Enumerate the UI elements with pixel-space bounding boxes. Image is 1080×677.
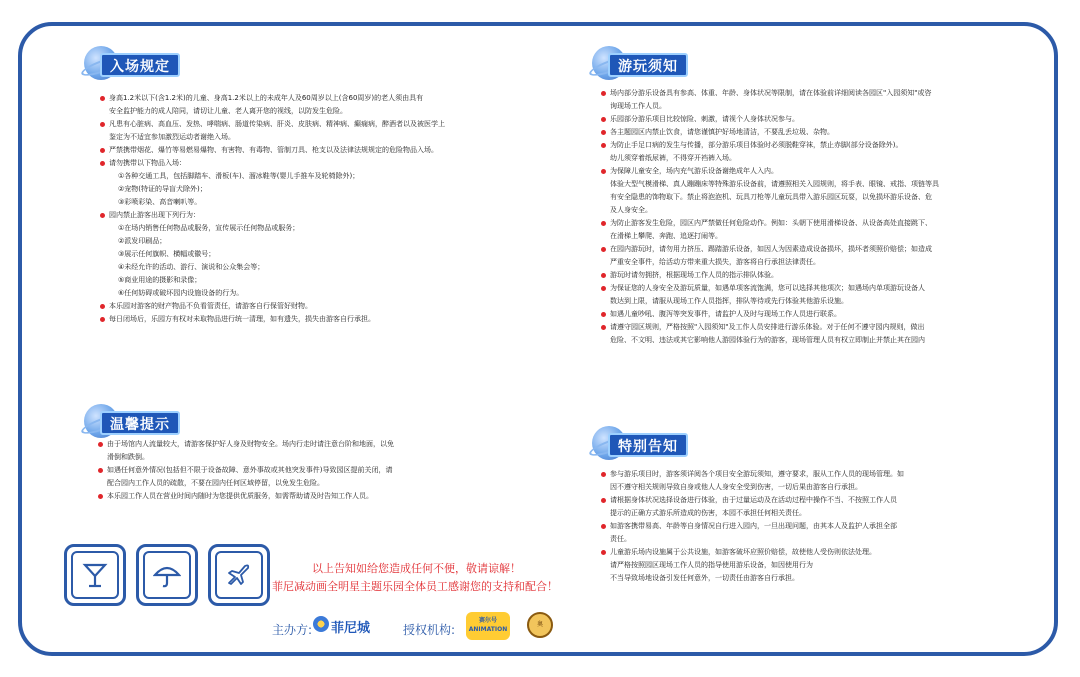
- entry-rule-line: 每日闭场后，乐园方有权对未取物品进行统一清理，如有遗失，损失由游客自行承担。: [100, 313, 445, 326]
- note-line: 场内部分游乐设备具有参高、体重、年龄、身体状况等限制，请在体验前详细阅读各园区"入园须知"或咨: [601, 87, 939, 100]
- mascot-logo: [313, 616, 329, 632]
- organizer-label: 主办方:: [272, 623, 313, 637]
- no-flight-icon: [208, 544, 270, 606]
- license-label: 授权机构:: [403, 623, 456, 637]
- note-line: 在园内游玩时，请勿用力挤压、踢踏游乐设备，如因人为因素造成设备损坏，损坏者须照价赔偿；如造成: [601, 243, 939, 256]
- special-line: 责任。: [610, 535, 631, 543]
- no-umbrella-icon: [136, 544, 198, 606]
- section-title-notes: 游玩须知: [608, 53, 688, 77]
- special-line: 提示的正确方式游乐所造成的伤害，本园不承担任何相关责任。: [610, 509, 806, 517]
- section-title-special: 特别告知: [608, 433, 688, 457]
- note-line: 数达到上限，请服从现场工作人员指挥，排队等待或先行体验其他游乐设施。: [610, 297, 848, 305]
- special-line: 请严格按照园区现场工作人员的指导使用游乐设备，如因使用行为: [610, 561, 813, 569]
- note-line: 为保障儿童安全，场内充气游乐设备谢绝成年人入内。: [601, 165, 939, 178]
- special-line: 参与游乐项目时，游客须详阅各个项目安全游玩须知，遵守要求，服从工作人员的现场管理。如: [601, 468, 904, 481]
- special-line: 不当导致场地设备引发任何意外，一切责任由游客自行承担。: [610, 574, 799, 582]
- entry-rule-line: 身高1.2米以下(含1.2米)的儿童、身高1.2米以上的未成年人及60周岁以上(含60周岁)的老人须由具有: [100, 92, 445, 105]
- tip-line: 如遇任何意外情况(包括但不限于设备故障、意外事故或其他突发事件)导致园区提前关闭，请: [98, 464, 394, 477]
- section-title-entry: 入场规定: [100, 53, 180, 77]
- entry-rule-line: 鉴定为不适宜参加激烈运动者谢绝入场。: [109, 133, 235, 141]
- section-title-tips: 温馨提示: [100, 411, 180, 435]
- note-line: 询现场工作人员。: [610, 102, 666, 110]
- entry-rule-line: ⑥任何妨碍或破坏园内设施设备的行为。: [118, 289, 244, 297]
- special-line: 儿童游乐场内设施属于公共设施，如游客破坏应照价赔偿，故使他人受伤则依法处理。: [601, 546, 904, 559]
- badge-logo: 奥: [527, 612, 553, 638]
- note-line: 为保证您的人身安全及游玩质量，如遇单项客流饱满，您可以选择其他项次；如遇场内单项游玩设备人: [601, 282, 939, 295]
- special-line: 请根据身体状况选择设备进行体验，由于过量运动及在活动过程中操作不当、不按照工作人员: [601, 494, 904, 507]
- tips-list: [98, 438, 394, 503]
- note-line: 危险、不文明、违法或其它影响他人游园体验行为的游客，现场管理人员有权立即制止并禁止其在园内: [610, 336, 925, 344]
- tip-line: 滑倒和跌倒。: [107, 453, 149, 461]
- tip-line: 配合园内工作人员的疏散，不要在园内任何区域停留，以免发生危险。: [107, 479, 324, 487]
- note-line: 如遇儿童吵吼、腹泻等突发事件，请监护人及时与现场工作人员进行联系。: [601, 308, 939, 321]
- entry-rules-list: [100, 92, 445, 326]
- note-line: 为防止游客发生危险，园区内严禁做任何危险动作。例如：头朝下使用滑梯设备、从设备高处直接跳下、: [601, 217, 939, 230]
- note-line: 为防止手足口病的发生与传播，部分游乐项目体验时必须脱鞋穿袜，禁止赤脚(部分设备除外)。: [601, 139, 939, 152]
- note-line: 体验大型气模滑梯、真人蹦蹦床等特殊游乐设备前，请遵照相关入园规则，将手表、眼镜、戒指、项链等具: [610, 180, 939, 188]
- entry-rule-line: ②宠物(特证的导盲犬除外)；: [118, 185, 207, 193]
- entry-rule-line: 请勿携带以下物品入场：: [100, 157, 445, 170]
- entry-rule-line: 严禁携带烟花、爆竹等易燃易爆物、有害物、有毒物、管制刀具、枪支以及法律法规规定的危险物品入场。: [100, 144, 445, 157]
- special-line: 因不遵守相关规则导致自身或他人人身安全受到伤害，一切后果由游客自行承担。: [610, 483, 862, 491]
- apology-notice: 以上告知如给您造成任何不便，敬请谅解！: [312, 562, 521, 575]
- tip-line: 本乐园工作人员在营业时间内随时为您提供优质服务，如需帮助请及时告知工作人员。: [98, 490, 394, 503]
- note-line: 严重安全事件，给活动方带来重大损失，游客将自行承担法律责任。: [610, 258, 820, 266]
- tip-line: 由于场馆内人流量较大，请游客保护好人身及财物安全。场内行走时请注意台阶和地面，以免: [98, 438, 394, 451]
- no-drinks-icon: [64, 544, 126, 606]
- entry-rule-line: ⑤商业用途的摄影和录像；: [118, 276, 202, 284]
- notes-list: [601, 87, 939, 347]
- organizer-logo: 菲尼城: [331, 621, 371, 636]
- license-logo: 赛尔号 ANIMATION: [466, 612, 510, 640]
- entry-rule-line: ①各种交通工具，包括脚踏车、滑板(车)、溜冰鞋等(婴儿手推车及轮椅除外)；: [118, 172, 360, 180]
- entry-rule-line: 安全监护能力的成人陪同，请切让儿童、老人离开您的视线，以防发生危险。: [109, 107, 347, 115]
- entry-rule-line: ③彩喷彩染、高音喇叭等。: [118, 198, 202, 206]
- note-line: 及人身安全。: [610, 206, 652, 214]
- note-line: 请遵守园区规则，严格按照"入园须知"及工作人员安排进行游乐体验。对于任何不遵守园内规则，做出: [601, 321, 939, 334]
- note-line: 在滑梯上攀爬、奔跑、追逐打闹等。: [610, 232, 722, 240]
- entry-rule-line: ①在场内销售任何物品或服务，宣传展示任何物品或服务；: [118, 224, 300, 232]
- note-line: 有安全隐患的饰物取下。禁止将泡泡机、玩具刀枪等儿童玩具带入游乐园区玩耍，以免损坏游乐设备、危: [610, 193, 932, 201]
- entry-rule-line: ④未经允许的活动、游行、演说和公众集会等；: [118, 263, 265, 271]
- note-line: 各主题园区内禁止饮食，请您谨慎护好场地清洁，不要乱丢垃圾、杂物。: [601, 126, 939, 139]
- entry-rule-line: ③展示任何旗帜、横幅或徽号；: [118, 250, 216, 258]
- entry-rule-line: 园内禁止游客出现下列行为：: [100, 209, 445, 222]
- entry-rule-line: 本乐园对游客的财产物品不负看管责任，请游客自行保管好财物。: [100, 300, 445, 313]
- note-line: 乐园部分游乐项目比较惊险、刺激，请视个人身体状况参与。: [601, 113, 939, 126]
- special-line: 如游客携带易高、年龄等自身情况自行进入园内，一旦出现问题，由其本人及监护人承担全部: [601, 520, 904, 533]
- entry-rule-line: ②派发印刷品；: [118, 237, 167, 245]
- note-line: 游玩时请勿拥挤，根据现场工作人员的指示排队体验。: [601, 269, 939, 282]
- thanks-notice: 菲尼减动画全明星主题乐园全体员工感谢您的支持和配合！: [272, 580, 558, 593]
- note-line: 幼儿须穿着纸尿裤，不得穿开裆裤入场。: [610, 154, 736, 162]
- entry-rule-line: 凡患有心脏病、高血压、发热、哮喘病、肠道传染病、肝炎、皮肤病、精神病、癫痫病，醉酒者以及被医学上: [100, 118, 445, 131]
- special-list: [601, 468, 904, 585]
